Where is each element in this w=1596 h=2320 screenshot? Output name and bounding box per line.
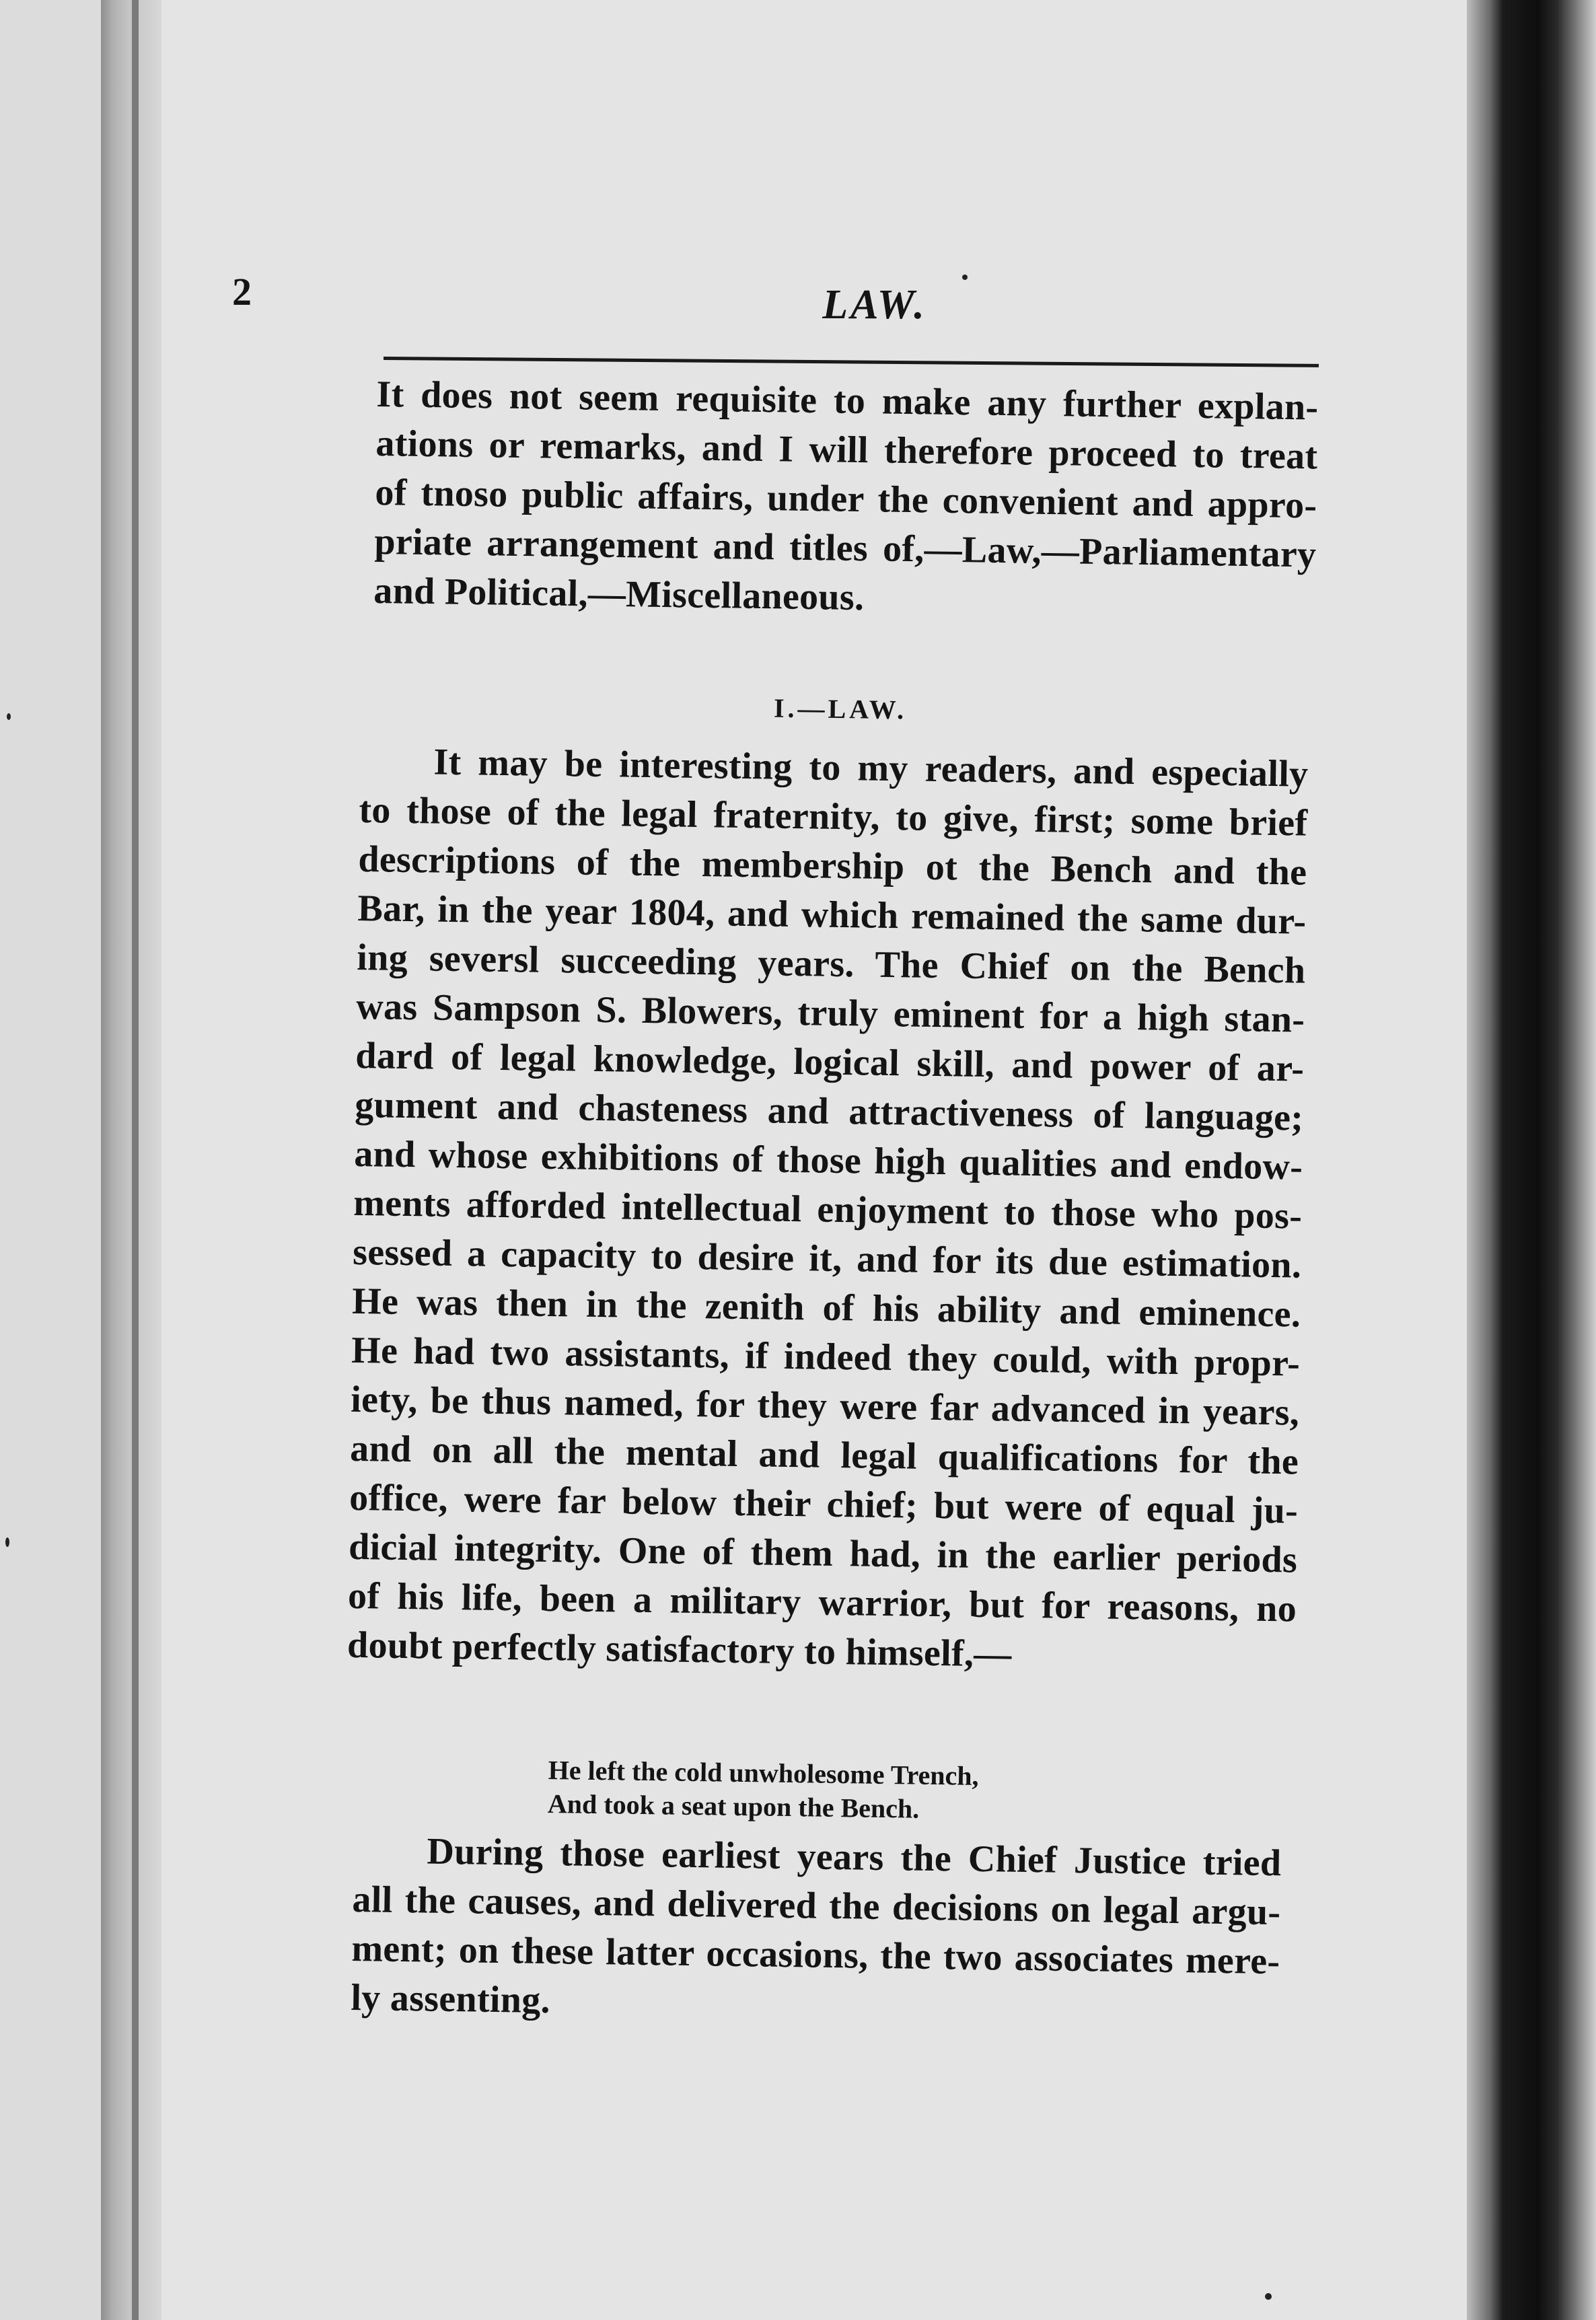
section-heading: I.—LAW. <box>773 692 908 725</box>
binding-shadow <box>101 0 161 2320</box>
text-line: ations or remarks, and I will therefore proceed to treat <box>375 422 1318 478</box>
page-number: 2 <box>232 270 252 314</box>
paragraph-intro <box>373 370 1319 629</box>
text-line: priate arrangement and titles of,—Law,—Parliamentary <box>374 520 1317 576</box>
verse-line: And took a seat upon the Bench. <box>547 1788 920 1824</box>
text-line: ments afforded intellectual enjoyment to those who pos- <box>353 1182 1303 1237</box>
text-line: ment; on these latter occasions, the two associates mere- <box>351 1927 1280 1983</box>
text-line: doubt perfectly satisfactory to himself,— <box>347 1624 1012 1675</box>
text-line: During those earliest years the Chief Justice tried <box>427 1830 1282 1885</box>
text-line: of tnoso public affairs, under the convenient and appro- <box>375 471 1317 527</box>
text-line: and on all the mental and legal qualifications for the <box>349 1427 1299 1483</box>
scan-speck <box>1265 2293 1272 2300</box>
text-line: descriptions of the membership ot the Bench and the <box>358 838 1307 894</box>
verse-quote <box>548 1753 979 1827</box>
text-line: of his life, been a military warrior, but for reasons, no <box>347 1574 1297 1630</box>
text-line: ing seversl succeeding years. The Chief on the Bench <box>356 936 1306 992</box>
scan-speck <box>7 713 11 720</box>
running-head: LAW. <box>822 282 927 328</box>
text-line: gument and chasteness and attractiveness of language; <box>354 1083 1304 1139</box>
text-line: was Sampson S. Blowers, truly eminent for a high stan- <box>355 985 1305 1041</box>
scan-speck <box>962 275 968 280</box>
paragraph-law <box>347 737 1309 1683</box>
binding-edge <box>132 0 139 2320</box>
text-line: Bar, in the year 1804, and which remained the same dur- <box>357 887 1307 943</box>
text-line: dicial integrity. One of them had, in the earlier periods <box>348 1525 1298 1581</box>
text-line: sessed a capacity to desire it, and for its due estimation. <box>352 1231 1302 1286</box>
text-line: He had two assistants, if indeed they could, with propr- <box>351 1329 1301 1385</box>
scan-speck <box>5 1537 9 1547</box>
text-line: all the causes, and delivered the decisions on legal argu- <box>352 1878 1281 1934</box>
text-line: dard of legal knowledge, logical skill, and power of ar- <box>355 1034 1305 1090</box>
text-line: He was then in the zenith of his ability and eminence. <box>351 1280 1301 1336</box>
text-line: It does not seem requisite to make any further explan- <box>376 373 1319 429</box>
text-line: office, were far below their chief; but were of equal ju- <box>349 1476 1299 1532</box>
text-line: to those of the legal fraternity, to give, first; some brief <box>359 789 1308 844</box>
text-line: It may be interesting to my readers, and especially <box>433 741 1309 795</box>
text-line: iety, be thus named, for they were far advanced in years, <box>350 1378 1300 1434</box>
text-line: and Political,—Miscellaneous. <box>373 569 865 619</box>
paragraph-chief <box>351 1826 1282 2035</box>
text-line: ly assenting. <box>351 1976 551 2022</box>
text-line: and whose exhibitions of those high qualities and endow- <box>353 1132 1303 1188</box>
verse-line: He left the cold unwholesome Trench, <box>548 1754 979 1791</box>
page-edge-right <box>1467 0 1596 2320</box>
